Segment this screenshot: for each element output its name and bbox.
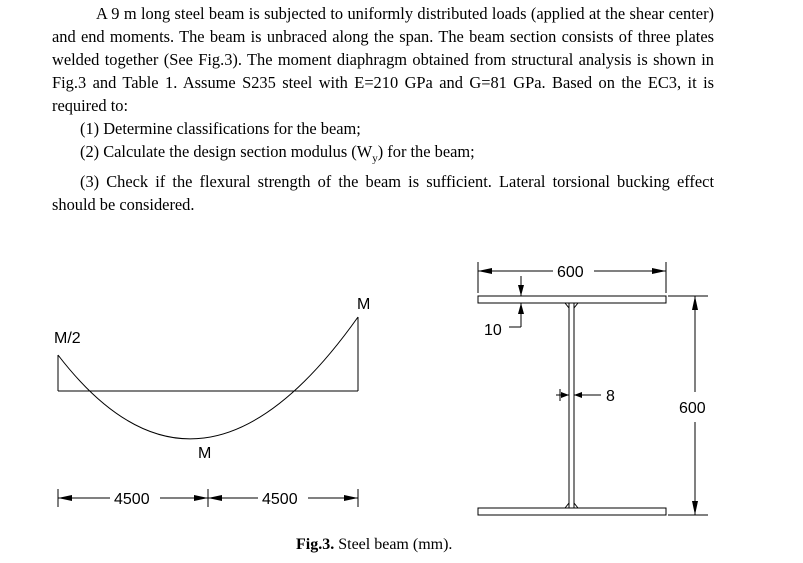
weld-bottom-left (565, 503, 569, 508)
fw-arrow-left (478, 268, 492, 274)
weld-top-left (565, 303, 569, 308)
weld-bottom-right (574, 503, 578, 508)
flange-width-label: 600 (557, 264, 584, 281)
wt-arrow-right (574, 392, 582, 398)
task-2-subscript: y (372, 152, 378, 165)
flange-thickness-label: 10 (484, 322, 502, 339)
arrow-mid-left (194, 495, 208, 501)
right-end-moment-label: M (357, 296, 371, 313)
depth-arrow-bottom (692, 501, 698, 515)
task-2-post: ) for the beam; (377, 142, 475, 161)
mid-moment-label: M (198, 445, 212, 462)
i-section (478, 296, 666, 515)
task-3: (3) Check if the flexural strength of the beam is sufficient. Lateral torsional bucking effect should be considered. (52, 172, 714, 215)
weld-top-right (574, 303, 578, 308)
caption-prefix: Fig.3. (296, 536, 335, 553)
flange-thickness-dimension (509, 276, 521, 327)
arrow-left-end (58, 495, 72, 501)
problem-intro: A 9 m long steel beam is subjected to uniformly distributed loads (applied at the shear center) and end moments. The beam is unbraced along the span. The beam section consists of three plates welded together (See Fig.3). The moment diaphragm obtained from structural analysis is shown in Fig.3 and Table 1. Assume S235 steel with E=210 GPa and G=81 GPa. Based on the EC3, it is required to: (52, 4, 714, 115)
arrow-right-end (344, 495, 358, 501)
figure-caption (296, 536, 452, 553)
depth-label: 600 (679, 400, 706, 417)
bottom-flange (478, 508, 666, 515)
ft-arrow-bottom (518, 303, 524, 314)
web-thickness-arrows (561, 392, 582, 398)
wt-arrow-left (561, 392, 569, 398)
task-2-pre: (2) Calculate the design section modulus (W (80, 142, 373, 161)
moment-diagram (58, 317, 358, 439)
span-right-label: 4500 (262, 491, 298, 508)
moment-curve (58, 317, 358, 439)
task-1: (1) Determine classifications for the beam; (80, 119, 361, 138)
depth-arrow-top (692, 296, 698, 310)
left-end-moment-label: M/2 (54, 330, 81, 347)
web-thickness-label: 8 (606, 388, 615, 405)
top-flange (478, 296, 666, 303)
span-left-label: 4500 (114, 491, 150, 508)
flange-thickness-arrows (518, 285, 524, 314)
fw-arrow-right (652, 268, 666, 274)
ft-arrow-top (518, 285, 524, 296)
caption-text: Steel beam (mm). (334, 536, 453, 553)
arrow-mid-right (208, 495, 222, 501)
